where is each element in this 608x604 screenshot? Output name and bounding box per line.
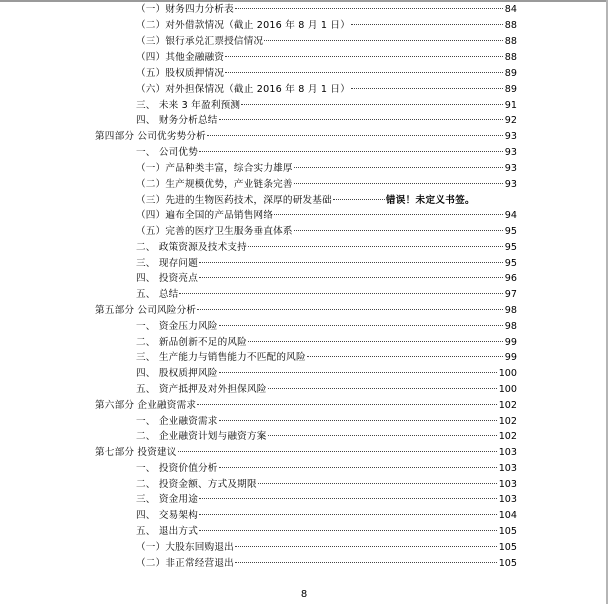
toc-leader <box>264 40 502 41</box>
toc-entry-title: （五）股权质押情况 <box>136 68 225 79</box>
toc-entry-title: 第七部分 投资建议 <box>95 447 177 458</box>
toc-entry-page: 84 <box>504 4 517 15</box>
toc-leader <box>258 483 497 484</box>
toc-leader <box>294 230 503 231</box>
toc-entry[interactable] <box>95 129 517 144</box>
toc-entry[interactable] <box>136 145 517 160</box>
toc-entry-title: 三、 未来 3 年盈利预测 <box>136 100 241 111</box>
toc-entry-title: 四、 财务分析总结 <box>136 115 218 126</box>
toc-leader <box>294 183 503 184</box>
page-number: 8 <box>300 589 308 600</box>
toc-entry-title: 一、 投资价值分析 <box>136 463 218 474</box>
toc-leader <box>207 135 503 136</box>
toc-entry-title: 二、 新品创新不足的风险 <box>136 337 247 348</box>
toc-leader <box>219 467 497 468</box>
toc-leader <box>333 199 385 200</box>
toc-leader <box>225 72 503 73</box>
toc-entry[interactable] <box>136 350 517 365</box>
toc-entry-title: （一）大股东回购退出 <box>136 542 234 553</box>
toc-entry-title: 五、 总结 <box>136 289 179 300</box>
toc-entry-page: 93 <box>504 179 517 190</box>
toc-entry-page: 95 <box>504 242 517 253</box>
toc-entry-title: 三、 资金用途 <box>136 494 199 505</box>
toc-entry[interactable] <box>136 508 517 523</box>
toc-entry-title: （二）对外借款情况（截止 2016 年 8 月 1 日） <box>136 20 351 31</box>
toc-entry-title: 三、 生产能力与销售能力不匹配的风险 <box>136 352 306 363</box>
toc-entry-title: 二、 投资金额、方式及期限 <box>136 479 257 490</box>
toc-leader <box>197 309 503 310</box>
toc-entry-page: 94 <box>504 210 517 221</box>
toc-entry[interactable] <box>136 429 517 444</box>
toc-entry-page: 93 <box>504 147 517 158</box>
toc-entry-page: 97 <box>504 289 517 300</box>
toc-entry-title: 五、 退出方式 <box>136 526 199 537</box>
toc-entry[interactable] <box>136 82 517 97</box>
toc-entry-title: 四、 投资亮点 <box>136 273 199 284</box>
toc-entry-title: 一、 公司优势 <box>136 147 199 158</box>
toc-leader <box>199 277 503 278</box>
toc-entry-title: 一、 资金压力风险 <box>136 321 218 332</box>
toc-entry-title: 一、 企业融资需求 <box>136 416 218 427</box>
toc-leader <box>351 88 503 89</box>
toc-entry-title: 三、 现存问题 <box>136 258 199 269</box>
toc-entry-page: 92 <box>504 115 517 126</box>
toc-entry-page: 95 <box>504 226 517 237</box>
toc-entry[interactable] <box>136 50 517 65</box>
toc-entry[interactable] <box>136 98 517 113</box>
toc-leader <box>294 167 503 168</box>
toc-leader <box>225 56 503 57</box>
toc-leader <box>197 404 497 405</box>
toc-entry[interactable] <box>136 382 517 397</box>
toc-leader <box>351 24 503 25</box>
toc-entry-page: 88 <box>504 36 517 47</box>
toc-entry-page: 93 <box>504 131 517 142</box>
toc-leader <box>219 325 503 326</box>
toc-leader <box>199 530 497 531</box>
toc-entry-page: 98 <box>504 321 517 332</box>
toc-leader <box>235 546 497 547</box>
toc-entry-page: 95 <box>504 258 517 269</box>
toc-leader <box>199 498 497 499</box>
toc-entry-page: 105 <box>498 558 517 569</box>
toc-entry[interactable] <box>136 240 517 255</box>
toc-leader <box>268 388 497 389</box>
toc-entry-page: 88 <box>504 20 517 31</box>
toc-entry-title: 五、 资产抵押及对外担保风险 <box>136 384 267 395</box>
toc-entry[interactable] <box>136 477 517 492</box>
toc-entry[interactable] <box>136 540 517 555</box>
toc-entry[interactable] <box>95 303 517 318</box>
toc-entry-title: 二、 企业融资计划与融资方案 <box>136 431 267 442</box>
toc-entry[interactable] <box>136 271 517 286</box>
toc-entry-title: （六）对外担保情况（截止 2016 年 8 月 1 日） <box>136 84 351 95</box>
toc-entry-page: 89 <box>504 84 517 95</box>
toc-entry[interactable] <box>136 161 517 176</box>
toc-entry-title: （五）完善的医疗卫生服务垂直体系 <box>136 226 293 237</box>
toc-leader <box>248 246 503 247</box>
toc-entry-page: 100 <box>498 368 517 379</box>
toc-entry-title: （四）其他金融融资 <box>136 52 225 63</box>
toc-entry[interactable] <box>136 18 517 33</box>
toc-entry[interactable] <box>136 414 517 429</box>
toc-entry-page: 100 <box>498 384 517 395</box>
toc-leader <box>248 341 503 342</box>
toc-leader <box>199 262 503 263</box>
toc-entry-title: （一）产品种类丰富，综合实力雄厚 <box>136 163 293 174</box>
toc-entry-title: （三）银行承兑汇票授信情况 <box>136 36 264 47</box>
toc-entry-page: 103 <box>498 463 517 474</box>
toc-entry[interactable] <box>136 66 517 81</box>
toc-entry[interactable] <box>95 445 517 460</box>
toc-entry-page: 96 <box>504 273 517 284</box>
toc-entry-title: 四、 交易架构 <box>136 510 199 521</box>
toc-entry-title: （四）遍布全国的产品销售网络 <box>136 210 274 221</box>
toc-leader <box>235 8 503 9</box>
toc-entry-page: 91 <box>504 100 517 111</box>
toc-leader <box>199 514 497 515</box>
toc-entry-error[interactable] <box>136 193 517 208</box>
toc-entry-page: 99 <box>504 352 517 363</box>
toc-entry-title: 二、 政策资源及技术支持 <box>136 242 247 253</box>
toc-entry[interactable] <box>136 335 517 350</box>
toc-entry[interactable] <box>136 113 517 128</box>
toc-leader <box>179 293 502 294</box>
toc-entry-title: 四、 股权质押风险 <box>136 368 218 379</box>
toc-leader <box>307 356 503 357</box>
toc-leader <box>274 214 503 215</box>
toc-leader <box>199 151 503 152</box>
toc-entry-page: 99 <box>504 337 517 348</box>
toc-entry-page: 102 <box>498 400 517 411</box>
toc-bookmark-error: 错误！未定义书签。 <box>385 195 475 206</box>
toc-entry-page: 102 <box>498 431 517 442</box>
toc-entry[interactable] <box>95 398 517 413</box>
toc-entry-title: （三）先进的生物医药技术，深厚的研发基础 <box>136 195 332 206</box>
toc-entry-page: 103 <box>498 494 517 505</box>
toc-entry[interactable] <box>136 208 517 223</box>
toc-entry[interactable] <box>136 319 517 334</box>
toc-entry-page: 103 <box>498 479 517 490</box>
toc-entry[interactable] <box>136 2 517 17</box>
toc-entry[interactable] <box>136 556 517 571</box>
toc-entry-title: （二）生产规模优势，产业链条完善 <box>136 179 293 190</box>
toc-entry[interactable] <box>136 224 517 239</box>
toc-entry-page: 93 <box>504 163 517 174</box>
toc-entry-page: 88 <box>504 52 517 63</box>
toc-entry[interactable] <box>136 34 517 49</box>
toc-entry-page: 89 <box>504 68 517 79</box>
toc-entry[interactable] <box>136 366 517 381</box>
toc-entry-page: 105 <box>498 526 517 537</box>
toc-entry-title: （一）财务四力分析表 <box>136 4 234 15</box>
toc-leader <box>219 372 497 373</box>
toc-entry[interactable] <box>136 461 517 476</box>
toc-entry-title: （二）非正常经营退出 <box>136 558 234 569</box>
toc-leader <box>219 119 503 120</box>
toc-entry[interactable] <box>136 524 517 539</box>
toc-entry-title: 第四部分 公司优劣势分析 <box>95 131 206 142</box>
toc-entry[interactable] <box>136 287 517 302</box>
toc-entry-page: 102 <box>498 416 517 427</box>
toc-entry[interactable] <box>136 177 517 192</box>
toc-leader <box>219 420 497 421</box>
toc-entry[interactable] <box>136 492 517 507</box>
toc-entry-page: 105 <box>498 542 517 553</box>
toc-leader <box>241 104 503 105</box>
toc-entry-title: 第五部分 公司风险分析 <box>95 305 197 316</box>
toc-leader <box>235 562 497 563</box>
toc-leader <box>268 435 497 436</box>
toc-entry-page: 103 <box>498 447 517 458</box>
toc-entry-page: 98 <box>504 305 517 316</box>
toc-leader <box>178 451 497 452</box>
toc-entry[interactable] <box>136 256 517 271</box>
toc-entry-title: 第六部分 企业融资需求 <box>95 400 197 411</box>
toc-entry-page: 104 <box>498 510 517 521</box>
